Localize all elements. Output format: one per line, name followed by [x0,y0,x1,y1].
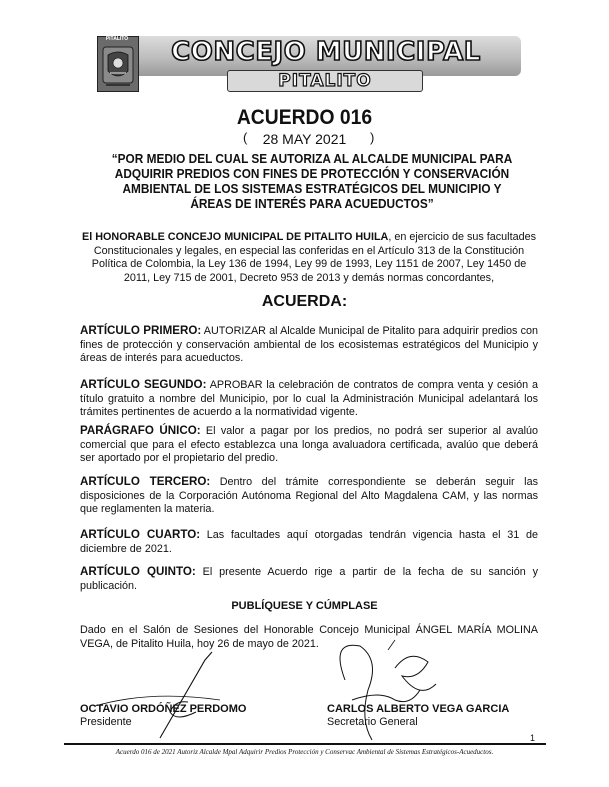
acuerda-heading: ACUERDA: [261,293,348,310]
preamble [82,231,536,285]
agreement-number: ACUERDO 016 [236,106,373,129]
article-heading: ARTÍCULO CUARTO: [80,528,201,541]
article-cuarto [80,528,538,556]
council-subtitle: PITALITO [278,71,372,91]
article-text: APROBAR la celebración de contratos de compra venta y cesión a título gratuito a nombre del Municipio, por lo cual la Administración Municipal adelantará los trámites pertinentes de acuerdo a la normatividad vigente. [80,379,538,419]
seal-label: PITALITO [105,36,129,42]
article-text: Dentro del trámite correspondiente se deberán seguir las disposiciones de la Corporación Autónoma Regional del Alto Magdalena CAM, y las normas que reglamenten la materia. [80,476,538,516]
article-heading: ARTÍCULO SEGUNDO: [80,378,207,391]
signature-name: CARLOS ALBERTO VEGA GARCIA [327,703,510,715]
article-text: Las facultades aquí otorgadas tendrán vigencia hasta el 31 de diciembre de 2021. [80,529,538,555]
article-heading: ARTÍCULO TERCERO: [80,475,211,488]
article-primero [80,324,538,366]
date-paren-close: ) [370,130,375,145]
agreement-date: 28 MAY 2021 [262,131,347,147]
preamble-text: , en ejercicio de sus facultades Constitucionales y legales, en especial las conferidas en el Artículo 313 de la Constitución Política de Colombia, la Ley 136 de 1994, Ley 99 de 1993, Ley 1151 de 2007, Ley 1450 de 2011, Ley 715 de 2001, Decreto 953 de 2013 y demás normas concordantes, [91,231,536,284]
article-tercero [80,475,538,517]
footer-divider [64,743,546,745]
publiquese-heading: PUBLÍQUESE Y CÚMPLASE [231,600,378,612]
article-text: El valor a pagar por los predios, no podrá ser superior al avalúo comercial que para el efecto establezca una longa avaluadora certificada, avalúo que deberá ser aportado por el propietario del predio. [80,425,538,465]
municipal-seal-icon [97,36,139,92]
article-segundo [80,378,538,420]
article-quinto [80,565,538,593]
paragrafo-unico [80,424,538,466]
article-heading: PARÁGRAFO ÚNICO: [80,424,201,437]
signature-name: OCTAVIO ORDÓÑEZ PERDOMO [80,703,247,715]
letterhead-banner [97,34,521,96]
article-text: El presente Acuerdo rige a partir de la fecha de su sanción y publicación. [80,566,538,592]
given-at-statement: Dado en el Salón de Sesiones del Honorable Concejo Municipal ÁNGEL MARÍA MOLINA VEGA, de Pitalito Huila, hoy 26 de mayo de 2021. [80,624,538,650]
date-paren-open: ( [243,130,248,145]
page-number: 1 [530,733,536,743]
signature-role: Presidente [80,716,132,728]
preamble-bold: El HONORABLE CONCEJO MUNICIPAL DE PITALITO HUILA [82,231,389,243]
council-title: CONCEJO MUNICIPAL [171,37,481,67]
signature-role: Secretario General [327,716,418,728]
footer-text: Acuerdo 016 de 2021 Autoriz Alcalde Mpal Adquirir Predios Protección y Conservac Ambiental de Sistemas Estratégicos-Acueductos. [115,748,494,756]
article-text: AUTORIZAR al Alcalde Municipal de Pitalito para adquirir predios con fines de protección y conservación ambiental de los ecosistemas estratégicos del Municipio y áreas de interés para acueductos. [80,325,538,365]
agreement-title: “POR MEDIO DEL CUAL SE AUTORIZA AL ALCALDE MUNICIPAL PARA ADQUIRIR PREDIOS CON FINES DE PROTECCIÓN Y CONSERVACIÓN AMBIENTAL DE LOS SISTEMAS ESTRATÉGICOS DEL MUNICIPIO Y ÁREAS DE INTERÉS PARA ACUEDUCTOS” [111,152,513,211]
article-heading: ARTÍCULO PRIMERO: [80,324,202,337]
article-heading: ARTÍCULO QUINTO: [80,565,196,578]
